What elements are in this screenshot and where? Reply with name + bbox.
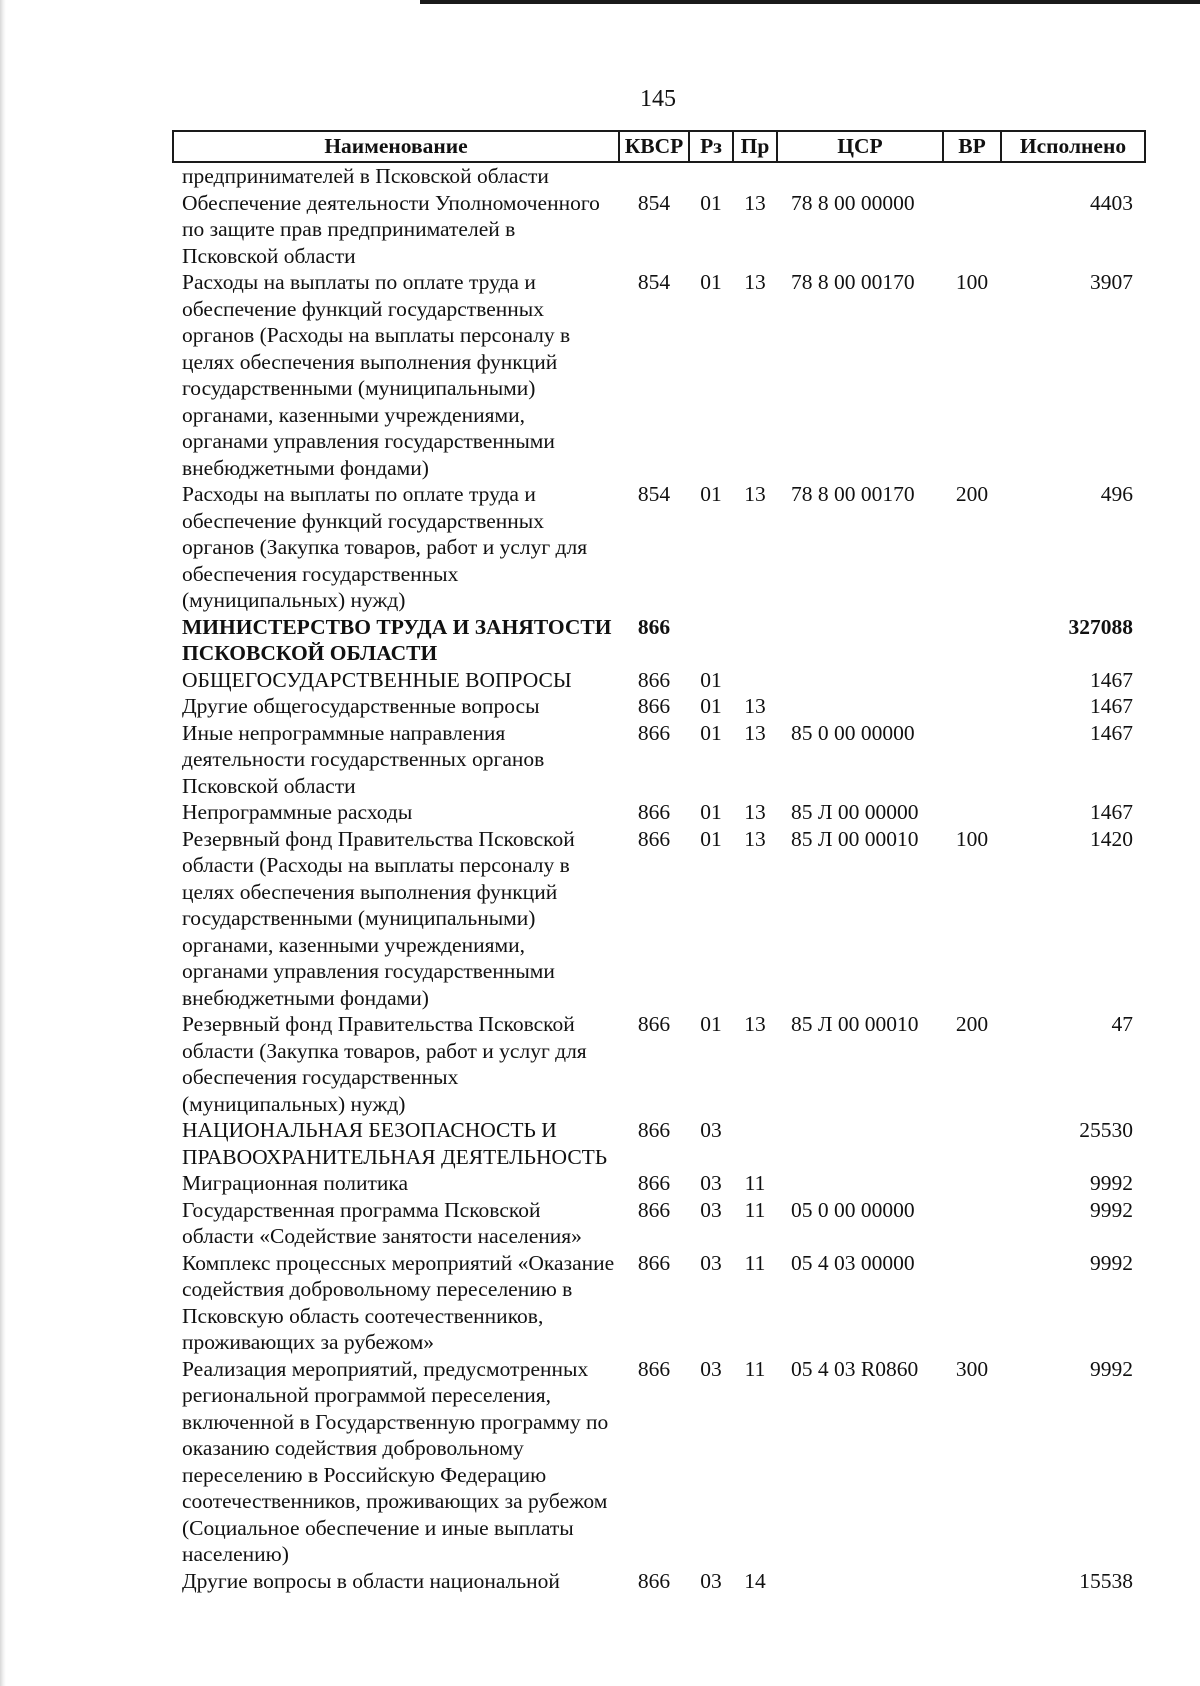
table-row	[173, 190, 1145, 270]
row-vr-cell: 200	[955, 482, 989, 506]
row-kvsr-cell: 866	[637, 800, 671, 824]
row-vr-cell	[943, 1197, 1001, 1250]
row-pr-cell: 11	[744, 1356, 766, 1381]
header-name: Наименование	[173, 131, 619, 162]
row-pr-cell: 13	[744, 826, 766, 851]
row-name-cell: МИНИСТЕРСТВО ТРУДА И ЗАНЯТОСТИ ПСКОВСКОЙ ОБЛАСТИ	[182, 614, 612, 665]
row-vr-cell: 300	[955, 1356, 989, 1381]
row-csr-cell: 05 4 03 R0860	[791, 1356, 919, 1381]
row-vr-cell: 100	[955, 270, 989, 294]
row-vr-cell: 200	[955, 1012, 989, 1036]
row-vr-cell	[943, 693, 1001, 720]
row-csr-cell: 85 Л 00 00000	[791, 800, 919, 824]
row-rz-cell	[689, 162, 733, 190]
table-row	[173, 1011, 1145, 1117]
row-kvsr-cell: 854	[637, 482, 671, 506]
header-kvsr: КВСР	[619, 131, 689, 162]
row-vr-cell	[943, 1568, 1001, 1595]
page-number: 145	[640, 86, 676, 112]
row-rz-cell: 01	[700, 826, 722, 851]
row-name-cell: Резервный фонд Правительства Псковской области (Закупка товаров, работ и услуг для обеспечения государственных (муниципальных) нужд)	[182, 1012, 587, 1116]
row-csr-cell	[777, 162, 943, 190]
row-csr-cell: 85 0 00 00000	[791, 720, 915, 745]
row-rz-cell: 01	[700, 667, 722, 692]
row-rz-cell: 03	[700, 1356, 722, 1381]
row-executed-cell: 327088	[1068, 614, 1133, 639]
row-pr-cell: 13	[744, 270, 766, 294]
row-pr-cell	[733, 614, 777, 667]
row-name-cell: Обеспечение деятельности Уполномоченного по защите прав предпринимателей в Псковской области	[182, 190, 600, 268]
row-rz-cell: 01	[700, 270, 722, 294]
row-csr-cell: 05 4 03 00000	[791, 1250, 915, 1275]
row-name-cell: Комплекс процессных мероприятий «Оказание содействия добровольному переселению в Псковскую область соотечественников, проживающих за рубежом»	[182, 1250, 615, 1354]
row-kvsr-cell: 854	[637, 190, 671, 215]
row-vr-cell	[943, 1117, 1001, 1170]
row-executed-cell: 3907	[1090, 270, 1133, 294]
header-rz: Рз	[689, 131, 733, 162]
row-rz-cell: 03	[700, 1250, 722, 1275]
row-pr-cell: 13	[744, 190, 766, 215]
row-pr-cell	[733, 667, 777, 694]
row-executed-cell: 1467	[1090, 667, 1133, 692]
table-row	[173, 799, 1145, 826]
row-name-cell: предпринимателей в Псковской области	[182, 164, 549, 188]
row-pr-cell	[733, 1117, 777, 1170]
row-kvsr-cell: 854	[637, 270, 671, 294]
row-name-cell: Государственная программа Псковской области «Содействие занятости населения»	[182, 1197, 582, 1248]
row-vr-cell	[943, 162, 1001, 190]
row-rz-cell: 01	[700, 1012, 722, 1036]
row-kvsr-cell: 866	[637, 694, 671, 718]
row-vr-cell	[943, 1170, 1001, 1197]
header-pr: Пр	[733, 131, 777, 162]
row-kvsr-cell: 866	[637, 667, 671, 692]
row-name-cell: Иные непрограммные направления деятельности государственных органов Псковской области	[182, 720, 545, 798]
row-csr-cell: 78 8 00 00170	[791, 482, 915, 506]
row-vr-cell: 100	[955, 826, 989, 851]
row-csr-cell: 05 0 00 00000	[791, 1197, 915, 1222]
row-executed-cell: 25530	[1079, 1118, 1133, 1142]
row-rz-cell: 01	[700, 482, 722, 506]
row-executed-cell: 9992	[1090, 1356, 1133, 1381]
row-kvsr-cell: 866	[637, 614, 671, 639]
row-csr-cell	[777, 1117, 943, 1170]
row-name-cell: ОБЩЕГОСУДАРСТВЕННЫЕ ВОПРОСЫ	[182, 667, 572, 692]
row-rz-cell: 01	[700, 694, 722, 718]
header-vr: ВР	[943, 131, 1001, 162]
row-pr-cell	[733, 162, 777, 190]
row-kvsr-cell: 866	[637, 1171, 671, 1195]
row-executed-cell: 1467	[1090, 694, 1133, 718]
row-kvsr-cell	[619, 162, 689, 190]
row-name-cell: Реализация мероприятий, предусмотренных региональной программой переселения, включенной в Государственную программу по оказанию содействия добровольному переселению в Российскую Федерацию соотечественников, проживающих за рубежом (Социальное обеспечение и иные выплаты населению)	[182, 1356, 609, 1566]
row-pr-cell: 11	[744, 1171, 766, 1195]
scan-left-edge	[0, 0, 6, 1686]
row-rz-cell: 03	[700, 1118, 722, 1142]
table-row	[173, 1568, 1145, 1595]
row-executed-cell	[1001, 162, 1145, 190]
row-csr-cell	[777, 693, 943, 720]
row-name-cell: Другие вопросы в области национальной	[182, 1568, 560, 1593]
row-executed-cell: 496	[1100, 482, 1133, 506]
table-row	[173, 720, 1145, 800]
table-row	[173, 1117, 1145, 1170]
table-row	[173, 269, 1145, 481]
row-pr-cell: 13	[744, 482, 766, 506]
row-executed-cell: 1420	[1090, 826, 1133, 851]
row-vr-cell	[943, 799, 1001, 826]
row-vr-cell	[943, 720, 1001, 800]
row-rz-cell: 03	[700, 1197, 722, 1222]
table-row	[173, 1170, 1145, 1197]
table-body	[173, 162, 1145, 1594]
budget-table	[172, 130, 1146, 1594]
row-csr-cell: 85 Л 00 00010	[791, 826, 919, 851]
row-name-cell: Непрограммные расходы	[182, 800, 413, 824]
row-vr-cell	[943, 614, 1001, 667]
row-pr-cell: 14	[744, 1568, 766, 1593]
row-kvsr-cell: 866	[637, 1250, 671, 1275]
row-rz-cell: 01	[700, 720, 722, 745]
row-pr-cell: 11	[744, 1250, 766, 1275]
row-executed-cell: 9992	[1090, 1250, 1133, 1275]
row-executed-cell: 15538	[1079, 1568, 1133, 1593]
row-csr-cell: 78 8 00 00170	[791, 270, 915, 294]
row-kvsr-cell: 866	[637, 826, 671, 851]
table-row	[173, 693, 1145, 720]
row-csr-cell	[777, 1170, 943, 1197]
row-kvsr-cell: 866	[637, 720, 671, 745]
table-row	[173, 1250, 1145, 1356]
row-name-cell: Расходы на выплаты по оплате труда и обеспечение функций государственных органов (Расходы на выплаты персоналу в целях обеспечения выполнения функций государственными (муниципальными) органами, казенными учреждениями, органами управления государственными внебюджетными фондами)	[182, 270, 571, 480]
row-pr-cell: 13	[744, 694, 766, 718]
row-kvsr-cell: 866	[637, 1568, 671, 1593]
row-pr-cell: 13	[744, 720, 766, 745]
row-name-cell: Другие общегосударственные вопросы	[182, 694, 540, 718]
row-rz-cell: 03	[700, 1568, 722, 1593]
row-pr-cell: 11	[744, 1197, 766, 1222]
row-executed-cell: 4403	[1090, 190, 1133, 215]
row-name-cell: Расходы на выплаты по оплате труда и обеспечение функций государственных органов (Закупка товаров, работ и услуг для обеспечения государственных (муниципальных) нужд)	[182, 482, 588, 612]
table-row	[173, 481, 1145, 614]
row-kvsr-cell: 866	[637, 1356, 671, 1381]
row-executed-cell: 9992	[1090, 1171, 1133, 1195]
row-pr-cell: 13	[744, 1012, 766, 1036]
row-executed-cell: 1467	[1090, 720, 1133, 745]
row-name-cell: НАЦИОНАЛЬНАЯ БЕЗОПАСНОСТЬ И ПРАВООХРАНИТЕЛЬНАЯ ДЕЯТЕЛЬНОСТЬ	[182, 1118, 608, 1169]
header-csr: ЦСР	[777, 131, 943, 162]
row-csr-cell	[777, 614, 943, 667]
row-kvsr-cell: 866	[637, 1118, 671, 1142]
row-vr-cell	[943, 667, 1001, 694]
table-row	[173, 614, 1145, 667]
row-rz-cell: 01	[700, 190, 722, 215]
table-row	[173, 162, 1145, 190]
table-row	[173, 1197, 1145, 1250]
row-kvsr-cell: 866	[637, 1012, 671, 1036]
row-rz-cell: 03	[700, 1171, 722, 1195]
row-name-cell: Резервный фонд Правительства Псковской области (Расходы на выплаты персоналу в целях обеспечения выполнения функций государственными (муниципальными) органами, казенными учреждениями, органами управления государственными внебюджетными фондами)	[182, 826, 575, 1010]
table-row	[173, 826, 1145, 1012]
row-csr-cell	[777, 667, 943, 694]
row-executed-cell: 1467	[1090, 800, 1133, 824]
row-vr-cell	[943, 1250, 1001, 1356]
scan-top-edge	[420, 0, 1200, 4]
row-rz-cell: 01	[700, 800, 722, 824]
table-row	[173, 1356, 1145, 1568]
table-header	[173, 131, 1145, 162]
row-vr-cell	[943, 190, 1001, 270]
row-csr-cell: 78 8 00 00000	[791, 190, 915, 215]
row-csr-cell: 85 Л 00 00010	[791, 1012, 919, 1036]
table-row	[173, 667, 1145, 694]
row-executed-cell: 9992	[1090, 1197, 1133, 1222]
row-executed-cell: 47	[1111, 1012, 1133, 1036]
row-rz-cell	[689, 614, 733, 667]
row-pr-cell: 13	[744, 800, 766, 824]
row-name-cell: Миграционная политика	[182, 1171, 409, 1195]
header-executed: Исполнено	[1001, 131, 1145, 162]
row-csr-cell	[777, 1568, 943, 1595]
row-kvsr-cell: 866	[637, 1197, 671, 1222]
